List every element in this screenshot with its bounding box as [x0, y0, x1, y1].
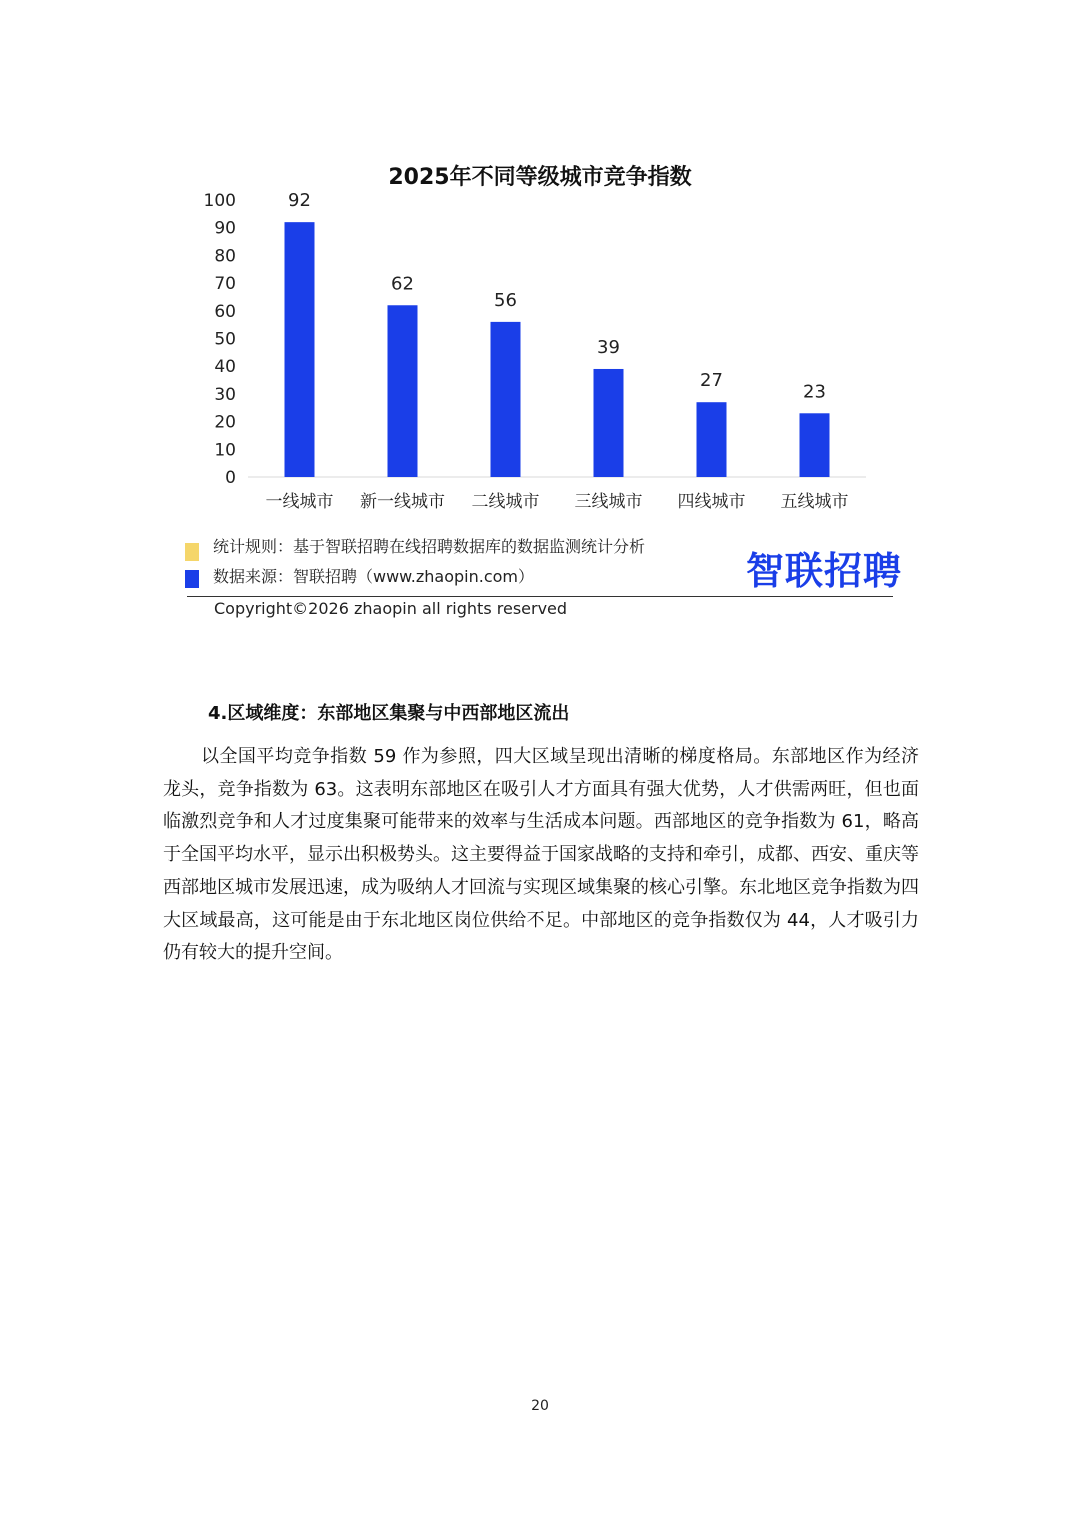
y-tick-label: 30: [214, 384, 236, 405]
legend-text-rule: 统计规则：基于智联招聘在线招聘数据库的数据监测统计分析: [213, 537, 646, 556]
legend-text-source: 数据来源：智联招聘（www.zhaopin.com）: [213, 567, 535, 586]
y-tick-label: 20: [214, 412, 236, 433]
x-tick-label-1: 新一线城市: [360, 492, 445, 512]
x-tick-label-2: 二线城市: [471, 492, 540, 512]
legend-swatch-yellow: [185, 543, 199, 561]
data-label-2: 56: [494, 289, 517, 311]
y-tick-label: 40: [214, 357, 236, 378]
data-label-0: 92: [288, 190, 311, 212]
legend-swatch-blue: [185, 570, 199, 588]
data-label-4: 27: [700, 370, 723, 392]
y-tick-label: 50: [214, 329, 236, 350]
bars: [285, 222, 830, 477]
bar-0: [285, 222, 315, 477]
data-label-3: 39: [597, 336, 620, 358]
y-axis-ticks: [204, 191, 236, 488]
x-tick-label-3: 三线城市: [574, 492, 643, 512]
y-tick-label: 80: [214, 246, 236, 267]
divider-line: [187, 596, 893, 597]
y-tick-label: 10: [214, 440, 236, 461]
bar-2: [491, 322, 521, 477]
bar-4: [697, 402, 727, 477]
x-axis-ticks: [266, 492, 849, 512]
y-tick-label: 0: [225, 468, 236, 488]
data-labels: [288, 190, 826, 402]
bar-1: [388, 305, 418, 477]
x-tick-label-0: 一线城市: [265, 492, 334, 512]
y-tick-label: 60: [214, 301, 236, 322]
bar-chart: [0, 0, 1080, 530]
y-tick-label: 90: [214, 218, 236, 239]
bar-5: [800, 413, 830, 477]
y-tick-label: 100: [203, 191, 236, 211]
x-tick-label-4: 四线城市: [677, 492, 746, 512]
section-heading: 4.区域维度：东部地区集聚与中西部地区流出: [208, 703, 570, 724]
bar-3: [594, 369, 624, 477]
data-label-1: 62: [391, 273, 414, 295]
page-number: 20: [531, 1398, 549, 1414]
y-tick-label: 70: [214, 274, 236, 295]
chart-title: 2025年不同等级城市竞争指数: [388, 165, 692, 190]
zhaopin-logo: 智联招聘: [746, 549, 903, 593]
x-tick-label-5: 五线城市: [780, 492, 849, 512]
copyright-text: Copyright©2026 zhaopin all rights reserved: [214, 599, 568, 618]
body-paragraph: 以全国平均竞争指数 59 作为参照，四大区域呈现出清晰的梯度格局。东部地区作为经济龙头，竞争指数为 63。这表明东部地区在吸引人才方面具有强大优势，人才供需两旺，但也面临激烈竞争和人才过度集聚可能带来的效率与生活成本问题。西部地区的竞争指数为 61，略高于全国平均水平，显示出积极势头。这主要得益于国家战略的支持和牵引，成都、西安、重庆等西部地区城市发展迅速，成为吸纳人才回流与实现区域集聚的核心引擎。东北地区竞争指数为四大区域最高，这可能是由于东北地区岗位供给不足。中部地区的竞争指数仅为 44，人才吸引力仍有较大的提升空间。: [163, 746, 919, 964]
data-label-5: 23: [803, 381, 826, 403]
